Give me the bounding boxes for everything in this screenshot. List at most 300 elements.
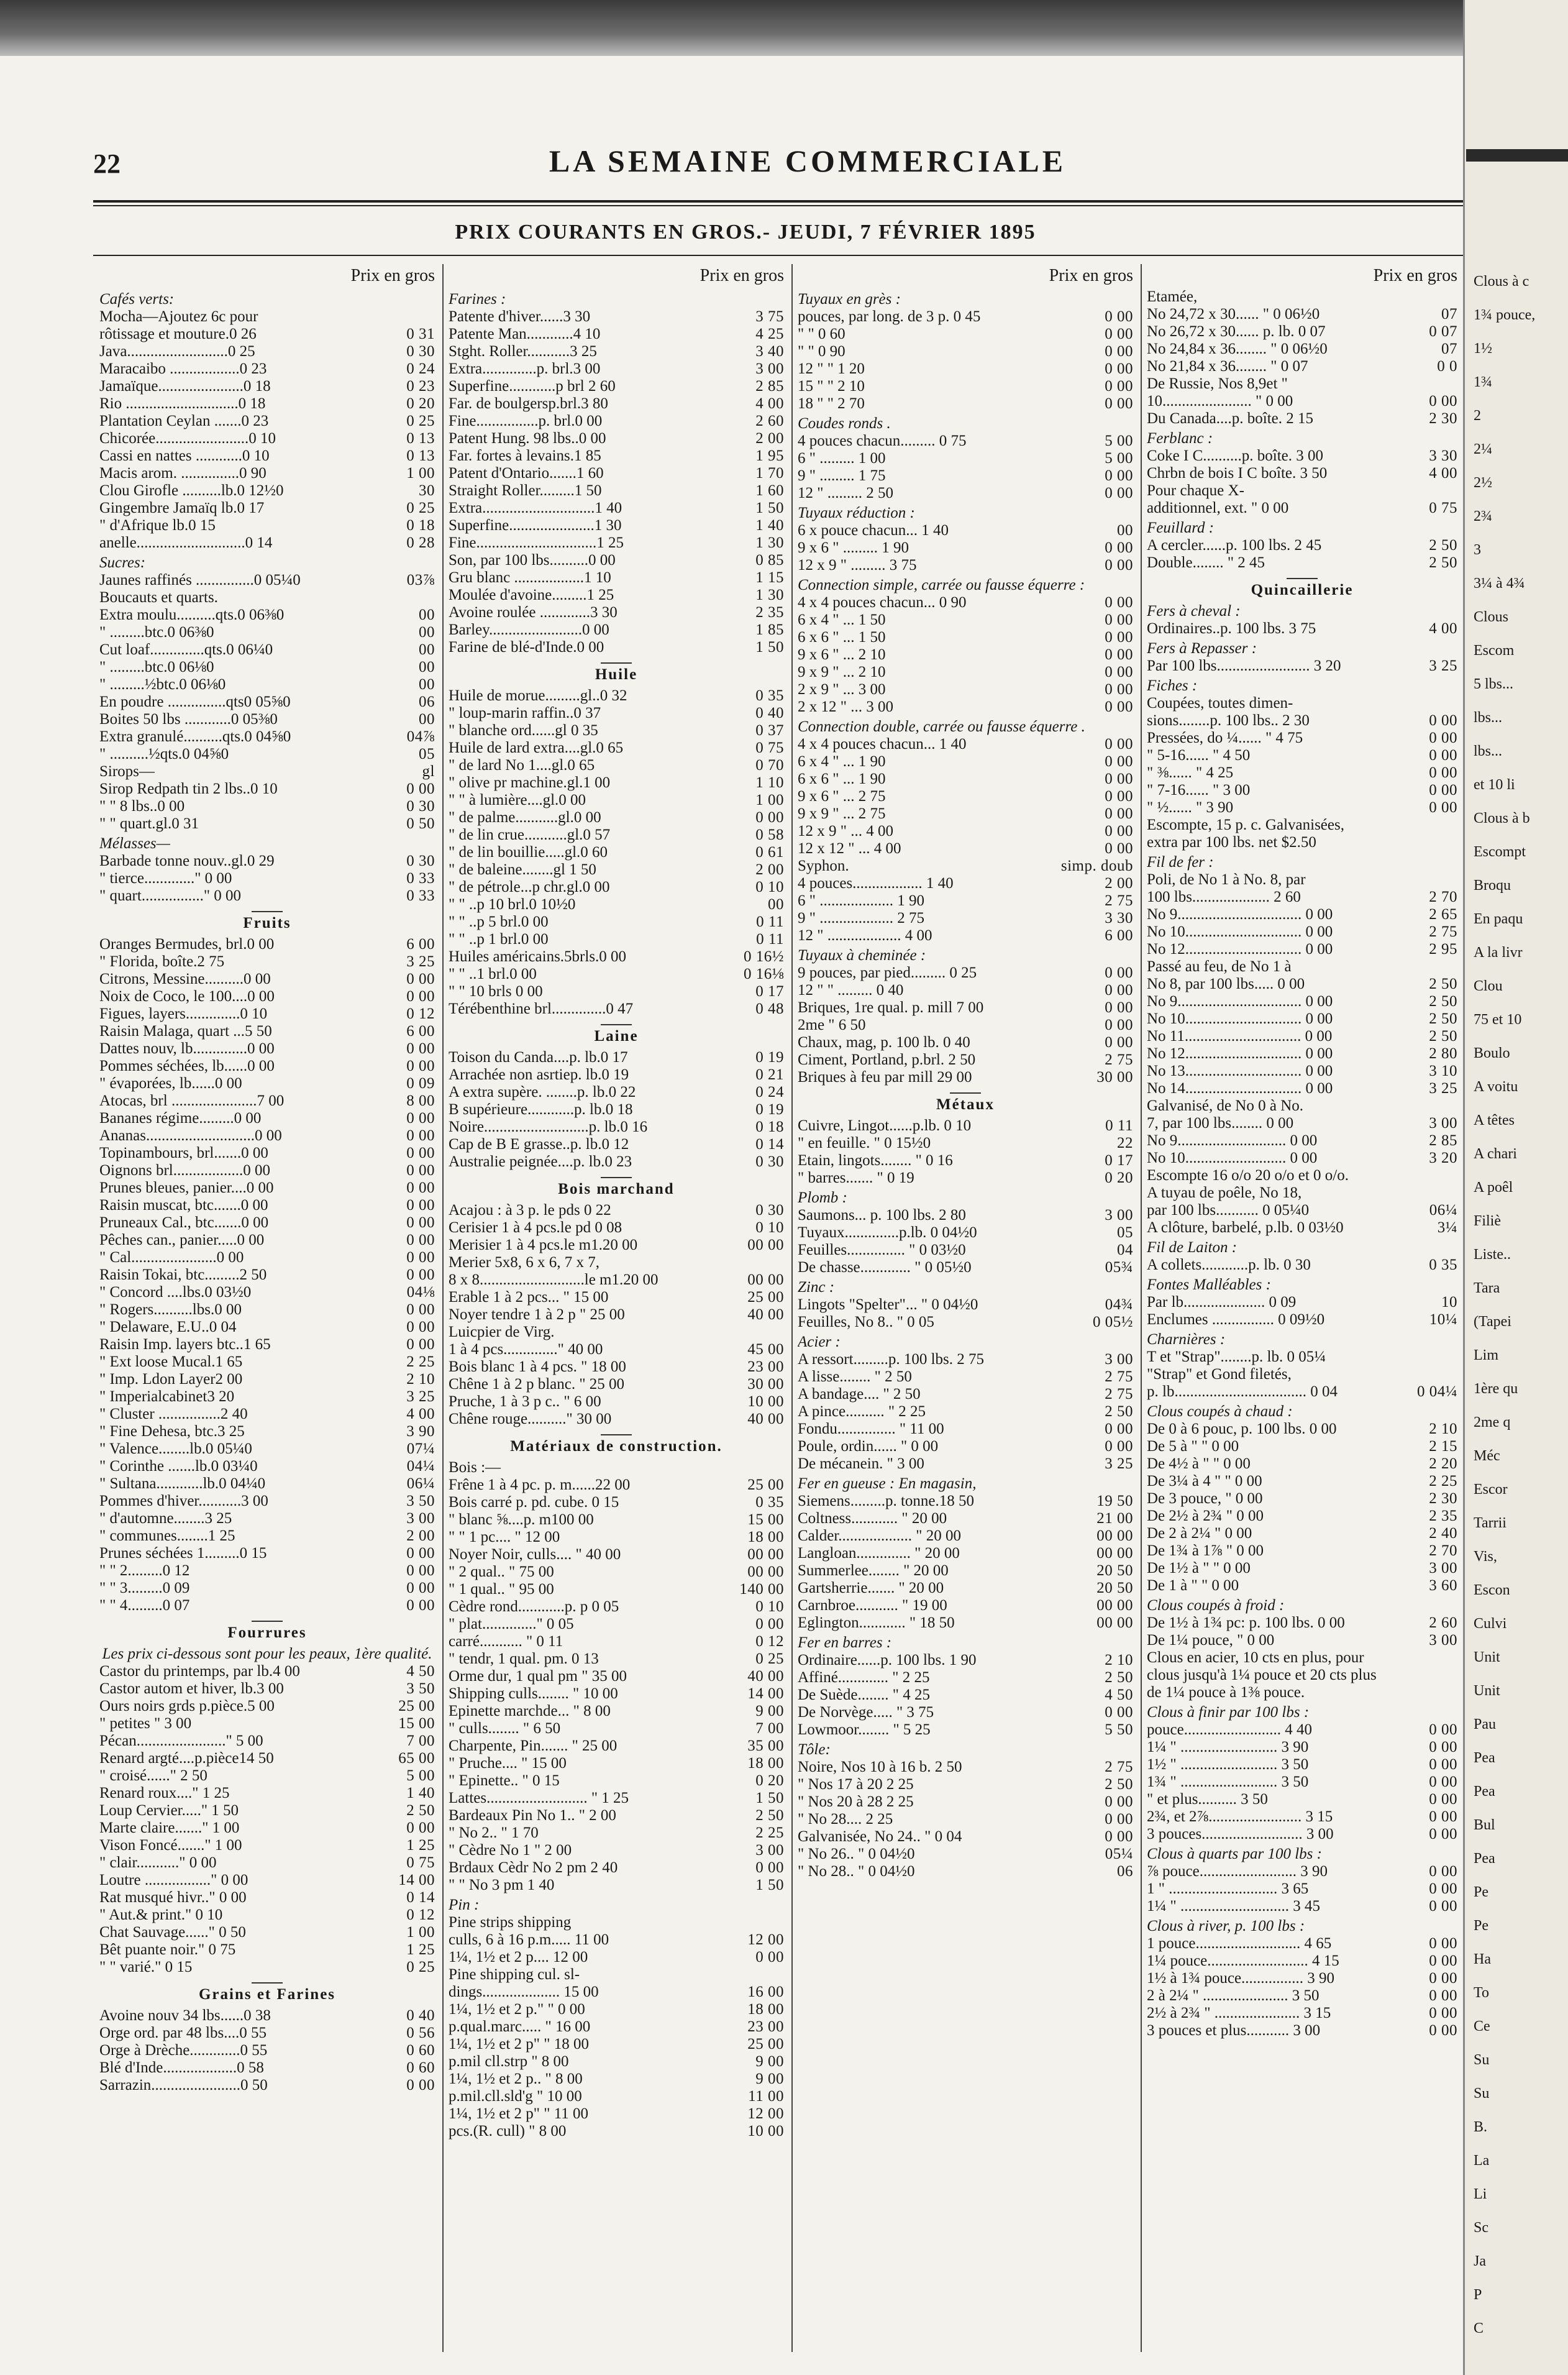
item-price: 0 00 bbox=[406, 1162, 435, 1179]
price-row bbox=[449, 1219, 784, 1237]
text-line: Escompte 16 o/o 20 o/o et 0 o/o. bbox=[1147, 1167, 1349, 1184]
price-row bbox=[99, 378, 435, 395]
item-price: 1 85 bbox=[755, 621, 784, 638]
item-price: 4 00 bbox=[1429, 465, 1457, 482]
price-row bbox=[449, 1807, 784, 1824]
item-label: No 11.............................. 0 00 bbox=[1147, 1028, 1333, 1045]
item-label: 3 pouces et plus........... 3 00 bbox=[1147, 2022, 1321, 2039]
item-label: 2 x 9 " ... 3 00 bbox=[798, 681, 886, 698]
price-row bbox=[798, 1296, 1133, 1314]
item-price: 2 50 bbox=[406, 1802, 435, 1819]
edge-fragment: Unit bbox=[1474, 1649, 1500, 1665]
price-row bbox=[1147, 1455, 1457, 1473]
price-row bbox=[99, 1597, 435, 1614]
item-price: 0 00 bbox=[1105, 557, 1133, 574]
price-row bbox=[798, 840, 1133, 858]
column-divider bbox=[1141, 264, 1142, 2352]
item-price: 0 00 bbox=[1429, 1935, 1457, 1952]
price-row bbox=[99, 413, 435, 430]
item-label: " ..........½qts.0 04⅝0 bbox=[99, 746, 229, 762]
item-label: " petites " 3 00 bbox=[99, 1715, 192, 1732]
subheading: Tuyaux à cheminée : bbox=[798, 947, 926, 964]
item-price: 3 50 bbox=[406, 1493, 435, 1509]
item-label: Prunes bleues, panier....0 00 bbox=[99, 1179, 274, 1196]
edge-fragment: Liste.. bbox=[1474, 1247, 1511, 1263]
item-label: 9 " ................... 2 75 bbox=[798, 910, 924, 927]
price-row bbox=[449, 1066, 784, 1084]
item-label: Enclumes ................ 0 09½0 bbox=[1147, 1311, 1325, 1328]
subheading: Ferblanc : bbox=[1147, 430, 1213, 447]
item-price: 00 bbox=[768, 896, 784, 913]
price-row bbox=[99, 2059, 435, 2077]
item-price: 0 28 bbox=[406, 534, 435, 551]
item-price: 0 00 bbox=[406, 1249, 435, 1266]
price-row bbox=[449, 1476, 784, 1494]
item-price: 06 bbox=[419, 693, 435, 710]
item-price: 14 00 bbox=[398, 1872, 435, 1888]
item-label: Gingembre Jamaïq lb.0 17 bbox=[99, 500, 265, 516]
item-price: 0 20 bbox=[406, 395, 435, 412]
edge-fragment: Clous bbox=[1474, 609, 1509, 625]
price-row bbox=[99, 1889, 435, 1906]
price-row bbox=[1147, 1880, 1457, 1898]
item-price: 3 00 bbox=[755, 1842, 784, 1859]
item-price: 0 58 bbox=[755, 826, 784, 843]
item-price: 0 00 bbox=[1105, 736, 1133, 753]
price-row bbox=[1147, 537, 1457, 554]
item-label: Extra.............................1 40 bbox=[449, 500, 622, 516]
item-label: Farine de blé-d'Inde.0 00 bbox=[449, 639, 604, 656]
price-row bbox=[449, 308, 784, 326]
item-label: Ananas............................0 00 bbox=[99, 1127, 282, 1144]
item-label: " Corinthe .......lb.0 03¼0 bbox=[99, 1458, 258, 1475]
item-label: 4 pouces.................. 1 40 bbox=[798, 875, 954, 892]
item-price: 0 12 bbox=[406, 1906, 435, 1923]
item-price: 0 30 bbox=[406, 853, 435, 869]
price-row bbox=[798, 539, 1133, 557]
item-label: Moulée d'avoine.........1 25 bbox=[449, 587, 614, 603]
item-label: Stght. Roller...........3 25 bbox=[449, 343, 597, 360]
price-row bbox=[449, 1136, 784, 1153]
price-row bbox=[798, 1242, 1133, 1259]
item-label: Patente d'hiver......3 30 bbox=[449, 308, 591, 325]
item-label: 1¼ pouce.......................... 4 15 bbox=[1147, 1952, 1339, 1969]
price-row bbox=[449, 1598, 784, 1616]
item-label: " Valence........lb.0 05¼0 bbox=[99, 1440, 252, 1457]
edge-fragment: Tarrii bbox=[1474, 1515, 1506, 1531]
item-label: " " 8 lbs..0 00 bbox=[99, 798, 185, 815]
item-label: De mécanein. " 3 00 bbox=[798, 1455, 924, 1472]
price-row bbox=[449, 1633, 784, 1650]
item-price: 40 00 bbox=[747, 1668, 784, 1685]
item-label: " Sultana............lb.0 04¼0 bbox=[99, 1475, 266, 1492]
subheading: Pin : bbox=[449, 1897, 480, 1913]
edge-fragment: Clous à c bbox=[1474, 273, 1529, 290]
column-divider bbox=[442, 264, 444, 2352]
item-price: 0 00 bbox=[406, 1545, 435, 1562]
item-price: 0 00 bbox=[1105, 664, 1133, 680]
item-price: 45 00 bbox=[747, 1341, 784, 1358]
item-price: 2 50 bbox=[1429, 554, 1457, 571]
subtitle-rule bbox=[93, 255, 1466, 256]
price-row bbox=[449, 948, 784, 966]
edge-fragment: La bbox=[1474, 2153, 1490, 2169]
item-label: Orge ord. par 48 lbs....0 55 bbox=[99, 2025, 267, 2041]
price-row bbox=[99, 2042, 435, 2059]
subheading: Fil de Laiton : bbox=[1147, 1239, 1238, 1256]
item-price: gl bbox=[422, 763, 435, 780]
item-label: A cercler......p. 100 lbs. 2 45 bbox=[1147, 537, 1322, 554]
price-row bbox=[99, 1785, 435, 1802]
item-price: 0 00 bbox=[1429, 730, 1457, 746]
item-label: Noix de Coco, le 100....0 00 bbox=[99, 988, 275, 1005]
price-row bbox=[798, 1597, 1133, 1614]
item-label: A bandage.... " 2 50 bbox=[798, 1386, 921, 1403]
price-column-3 bbox=[798, 267, 1133, 2355]
item-label: Lattes.......................... " 1 25 bbox=[449, 1790, 629, 1806]
item-label: dings.................... 15 00 bbox=[449, 1984, 599, 2000]
item-price: 0 30 bbox=[406, 343, 435, 360]
item-price: 0 00 bbox=[406, 1266, 435, 1283]
item-price: 0 85 bbox=[755, 552, 784, 569]
page-header bbox=[93, 143, 1491, 193]
item-label: " Rogers..........lbs.0 00 bbox=[99, 1301, 242, 1318]
item-label: p.mil.cll.sld'g " 10 00 bbox=[449, 2088, 582, 2105]
price-row bbox=[1147, 1632, 1457, 1649]
item-price: 0 00 bbox=[1105, 1017, 1133, 1033]
item-label: De Norvège..... " 3 75 bbox=[798, 1704, 934, 1721]
item-label: Cuivre, Lingot......p.lb. 0 10 bbox=[798, 1117, 972, 1134]
price-row bbox=[1147, 1202, 1457, 1219]
price-row bbox=[99, 1854, 435, 1872]
item-price: 05¼ bbox=[1105, 1846, 1133, 1862]
item-label: De 5 à " " 0 00 bbox=[1147, 1438, 1239, 1455]
price-row bbox=[449, 1668, 784, 1685]
price-row bbox=[798, 1051, 1133, 1069]
price-row bbox=[99, 1127, 435, 1145]
item-label: " Delaware, E.U..0 04 bbox=[99, 1319, 237, 1335]
price-row bbox=[99, 1388, 435, 1406]
text-line: Galvanisé, de No 0 à No. bbox=[1147, 1097, 1304, 1114]
item-label: 2 x 12 " ... 3 00 bbox=[798, 698, 893, 715]
item-price: 4 00 bbox=[406, 1406, 435, 1422]
item-label: No 12.............................. 0 00 bbox=[1147, 941, 1333, 958]
item-price: 0 00 bbox=[1429, 2022, 1457, 2039]
price-row bbox=[99, 1336, 435, 1353]
item-price: 0 00 bbox=[1105, 681, 1133, 698]
price-row bbox=[99, 624, 435, 641]
item-label: 9 x 6 " ... 2 75 bbox=[798, 788, 886, 805]
price-row bbox=[449, 774, 784, 792]
price-row bbox=[798, 432, 1133, 450]
item-label: anelle............................0 14 bbox=[99, 534, 273, 551]
item-price: 2 10 bbox=[406, 1371, 435, 1388]
price-row bbox=[798, 964, 1133, 982]
item-price: 3 75 bbox=[755, 308, 784, 325]
text-line: A tuyau de poêle, No 18, bbox=[1147, 1184, 1302, 1201]
item-price: 3 00 bbox=[1105, 1351, 1133, 1368]
edge-fragment: Vis, bbox=[1474, 1549, 1497, 1565]
edge-fragment: 2me q bbox=[1474, 1414, 1511, 1430]
item-label: 6 " ................... 1 90 bbox=[798, 892, 924, 909]
price-row bbox=[798, 1863, 1133, 1880]
item-price: 04 bbox=[1117, 1242, 1133, 1258]
item-label: sions........p. 100 lbs.. 2 30 bbox=[1147, 712, 1310, 729]
item-price: 14 00 bbox=[747, 1685, 784, 1702]
item-price: 0 00 bbox=[1429, 1880, 1457, 1897]
price-row bbox=[99, 1924, 435, 1941]
item-price: 0 12 bbox=[406, 1005, 435, 1022]
text-line: Boucauts et quarts. bbox=[99, 589, 218, 606]
item-price: 1 50 bbox=[755, 639, 784, 656]
item-price: 2 50 bbox=[1105, 1669, 1133, 1686]
subheading: Fer en barres : bbox=[798, 1634, 892, 1651]
item-price: 2 70 bbox=[1429, 889, 1457, 905]
item-price: 3 00 bbox=[406, 1510, 435, 1527]
item-label: " Cèdre No 1 " 2 00 bbox=[449, 1842, 572, 1859]
section-heading: Grains et Farines bbox=[99, 1982, 435, 2003]
item-label: Ordinaire......p. 100 lbs. 1 90 bbox=[798, 1652, 977, 1668]
price-row bbox=[449, 687, 784, 705]
item-label: " " ..p 5 brl.0 00 bbox=[449, 913, 549, 930]
edge-fragment: Broqu bbox=[1474, 877, 1511, 894]
item-label: 12 x 9 " ... 4 00 bbox=[798, 823, 893, 840]
item-price: 0 00 bbox=[1105, 539, 1133, 556]
text-line: Bois :— bbox=[449, 1459, 501, 1476]
item-label: Tuyaux..............p.lb. 0 04½0 bbox=[798, 1224, 977, 1241]
price-row bbox=[798, 1493, 1133, 1510]
item-label: Straight Roller.........1 50 bbox=[449, 482, 602, 499]
subheading: Clous coupés à froid : bbox=[1147, 1597, 1285, 1614]
price-row bbox=[449, 1563, 784, 1581]
item-label: Huiles américains.5brls.0 00 bbox=[449, 948, 627, 965]
subheading: Fers à cheval : bbox=[1147, 603, 1241, 620]
edge-fragment: (Tapei bbox=[1474, 1314, 1511, 1330]
price-row bbox=[798, 378, 1133, 395]
item-label: Barley........................0 00 bbox=[449, 621, 609, 638]
item-price: 0 00 bbox=[406, 1580, 435, 1596]
item-price: 2 00 bbox=[406, 1527, 435, 1544]
price-row bbox=[798, 858, 1133, 875]
item-label: De chasse............. " 0 05½0 bbox=[798, 1259, 972, 1276]
item-label: 1¼, 1½ et 2 p." " 0 00 bbox=[449, 2001, 585, 2018]
price-row bbox=[99, 936, 435, 953]
price-row bbox=[1147, 1935, 1457, 1952]
item-label: p.qual.marc..... " 16 00 bbox=[449, 2018, 591, 2035]
item-label: Toison du Canda....p. lb.0 17 bbox=[449, 1049, 628, 1066]
price-row bbox=[99, 1301, 435, 1319]
item-price: 3 50 bbox=[406, 1680, 435, 1697]
price-row bbox=[1147, 620, 1457, 638]
column-header: Prix en gros bbox=[350, 267, 435, 285]
text-line: Pour chaque X- bbox=[1147, 482, 1244, 499]
item-label: 1¼ " ......................... 3 90 bbox=[1147, 1739, 1309, 1755]
item-label: rôtissage et mouture.0 26 bbox=[99, 326, 257, 342]
item-label: 6 x 4 " ... 1 90 bbox=[798, 753, 886, 770]
item-price: 00 bbox=[419, 624, 435, 641]
item-price: 1 25 bbox=[406, 1837, 435, 1854]
price-row bbox=[1147, 1508, 1457, 1525]
price-row bbox=[798, 1652, 1133, 1669]
price-row bbox=[1147, 306, 1457, 323]
item-label: Sirops— bbox=[99, 763, 155, 780]
text-line: De Russie, Nos 8,9et " bbox=[1147, 375, 1288, 392]
price-row bbox=[449, 621, 784, 639]
item-label: Chat Sauvage......" 0 50 bbox=[99, 1924, 246, 1941]
item-price: 0 14 bbox=[755, 1136, 784, 1153]
item-label: 8 x 8...........................le m1.20 00 bbox=[449, 1271, 659, 1288]
item-price: 2 40 bbox=[1429, 1525, 1457, 1542]
subheading: Fers à Repasser : bbox=[1147, 640, 1257, 657]
item-price: 1 30 bbox=[755, 534, 784, 551]
price-row bbox=[449, 1581, 784, 1598]
price-row bbox=[99, 988, 435, 1005]
price-row bbox=[1147, 1808, 1457, 1826]
item-price: 0 10 bbox=[755, 879, 784, 895]
item-label: 9 x 6 " ......... 1 90 bbox=[798, 539, 909, 556]
item-label: 2 à 2¼ " ...................... 3 50 bbox=[1147, 1987, 1320, 2004]
item-price: 0 61 bbox=[755, 844, 784, 861]
section-heading: Bois marchand bbox=[449, 1177, 784, 1198]
price-row bbox=[798, 485, 1133, 502]
price-row bbox=[99, 1110, 435, 1127]
item-label: 1 pouce........................... 4 65 bbox=[1147, 1935, 1332, 1952]
item-price: 3 00 bbox=[1429, 1115, 1457, 1132]
item-label: " communes........1 25 bbox=[99, 1527, 235, 1544]
item-price: 0 75 bbox=[755, 739, 784, 756]
edge-fragment: 3 bbox=[1474, 542, 1481, 558]
item-label: " 7-16...... " 3 00 bbox=[1147, 782, 1251, 799]
price-row bbox=[99, 1423, 435, 1440]
item-price: 2 25 bbox=[1429, 1473, 1457, 1490]
price-row bbox=[99, 430, 435, 447]
price-row bbox=[99, 606, 435, 624]
item-price: 2 50 bbox=[1429, 976, 1457, 992]
item-price: 3¼ bbox=[1437, 1219, 1457, 1236]
item-price: 0 00 bbox=[1105, 840, 1133, 857]
section-heading: Huile bbox=[449, 662, 784, 684]
item-label: " d'Afrique lb.0 15 bbox=[99, 517, 216, 534]
price-row bbox=[1147, 1863, 1457, 1880]
item-price: 0 00 bbox=[406, 1145, 435, 1161]
price-row bbox=[449, 639, 784, 656]
item-label: 4 x 4 pouces chacun... 0 90 bbox=[798, 594, 967, 611]
item-price: 2 50 bbox=[1105, 1403, 1133, 1420]
price-row bbox=[798, 1759, 1133, 1776]
price-row bbox=[99, 500, 435, 517]
item-label: Ciment, Portland, p.brl. 2 50 bbox=[798, 1051, 976, 1068]
item-price: 0 00 bbox=[406, 1562, 435, 1579]
item-price: 04¾ bbox=[1105, 1296, 1133, 1313]
item-label: " de lin crue...........gl.0 57 bbox=[449, 826, 611, 843]
price-row bbox=[449, 879, 784, 896]
item-label: Bois blanc 1 à 4 pcs. " 18 00 bbox=[449, 1358, 626, 1375]
item-price: 0 16⅛ bbox=[744, 966, 784, 982]
item-label: Bardeaux Pin No 1.. " 2 00 bbox=[449, 1807, 616, 1824]
edge-fragment: 5 lbs... bbox=[1474, 676, 1514, 692]
item-price: 0 00 bbox=[1105, 788, 1133, 805]
item-price: 2 95 bbox=[1429, 941, 1457, 958]
item-price: 0 00 bbox=[406, 2077, 435, 2094]
price-row bbox=[1147, 358, 1457, 375]
item-label: Topinambours, brl.......0 00 bbox=[99, 1145, 268, 1161]
price-row bbox=[449, 482, 784, 500]
item-label: Renard argté....p.pièce14 50 bbox=[99, 1750, 274, 1767]
item-label: 9 x 6 " ... 2 10 bbox=[798, 646, 886, 663]
item-price: 23 00 bbox=[747, 2018, 784, 2035]
edge-fragment: Pe bbox=[1474, 1918, 1488, 1934]
item-price: 0 00 bbox=[1105, 611, 1133, 628]
item-label: De 3 pouce, " 0 00 bbox=[1147, 1490, 1263, 1507]
item-price: 2 30 bbox=[1429, 1490, 1457, 1507]
price-row bbox=[99, 2025, 435, 2042]
item-price: 0 00 bbox=[1429, 1791, 1457, 1808]
price-row bbox=[798, 1368, 1133, 1386]
subheading: Acier : bbox=[798, 1334, 841, 1350]
price-row bbox=[449, 1306, 784, 1324]
item-label: Merisier 1 à 4 pcs.le m1.20 00 bbox=[449, 1237, 638, 1253]
item-label: A extra supère. ........p. lb.0 22 bbox=[449, 1084, 636, 1101]
item-label: Far. de boulgersp.brl.3 80 bbox=[449, 395, 608, 412]
item-price: 0 30 bbox=[755, 1153, 784, 1170]
item-label: Java..........................0 25 bbox=[99, 343, 255, 360]
edge-fragment: A la livr bbox=[1474, 945, 1523, 961]
price-row bbox=[99, 870, 435, 887]
item-label: pcs.(R. cull) " 8 00 bbox=[449, 2123, 567, 2139]
item-price: 0 0 bbox=[1437, 358, 1457, 375]
item-label: No 12.............................. 0 00 bbox=[1147, 1045, 1333, 1062]
price-row bbox=[798, 1793, 1133, 1811]
item-label: Plantation Ceylan .......0 23 bbox=[99, 413, 269, 429]
item-label: " " 10 brls 0 00 bbox=[449, 983, 543, 1000]
item-price: 0 00 bbox=[1105, 594, 1133, 611]
price-row bbox=[798, 611, 1133, 629]
item-label: Castor du printemps, par lb.4 00 bbox=[99, 1663, 300, 1680]
price-row bbox=[449, 1949, 784, 1966]
price-row bbox=[449, 1877, 784, 1894]
item-label: Huile de lard extra....gl.0 65 bbox=[449, 739, 624, 756]
price-row bbox=[449, 1358, 784, 1376]
item-label: Rat musqué hivr.." 0 00 bbox=[99, 1889, 247, 1906]
edge-fragment: A chari bbox=[1474, 1146, 1517, 1162]
item-price: 0 11 bbox=[756, 931, 784, 948]
price-row bbox=[99, 711, 435, 728]
item-label: 1½ " ......................... 3 50 bbox=[1147, 1756, 1309, 1773]
item-price: 0 24 bbox=[755, 1084, 784, 1101]
item-label: " Ext loose Mucal.1 65 bbox=[99, 1353, 243, 1370]
item-price: 0 16½ bbox=[744, 948, 784, 965]
item-label: Affiné............. " 2 25 bbox=[798, 1669, 930, 1686]
price-row bbox=[798, 450, 1133, 467]
price-row bbox=[798, 557, 1133, 574]
price-row bbox=[798, 1704, 1133, 1721]
item-label: " Fine Dehesa, btc.3 25 bbox=[99, 1423, 245, 1440]
item-label: No 10.............................. 0 00 bbox=[1147, 923, 1333, 940]
subheading: Fil de fer : bbox=[1147, 854, 1214, 871]
price-row bbox=[449, 2018, 784, 2036]
item-label: " .........½btc.0 06⅛0 bbox=[99, 676, 226, 693]
price-row bbox=[449, 896, 784, 913]
item-label: " Concord ....lbs.0 03½0 bbox=[99, 1284, 252, 1301]
item-price: 0 00 bbox=[755, 1616, 784, 1632]
subheading: Clous coupés à chaud : bbox=[1147, 1403, 1293, 1420]
price-row bbox=[798, 395, 1133, 413]
item-price: 3 60 bbox=[1429, 1577, 1457, 1594]
price-row bbox=[99, 659, 435, 676]
price-row bbox=[99, 1819, 435, 1837]
item-price: 03⅞ bbox=[406, 572, 435, 588]
item-price: 5 00 bbox=[406, 1767, 435, 1784]
